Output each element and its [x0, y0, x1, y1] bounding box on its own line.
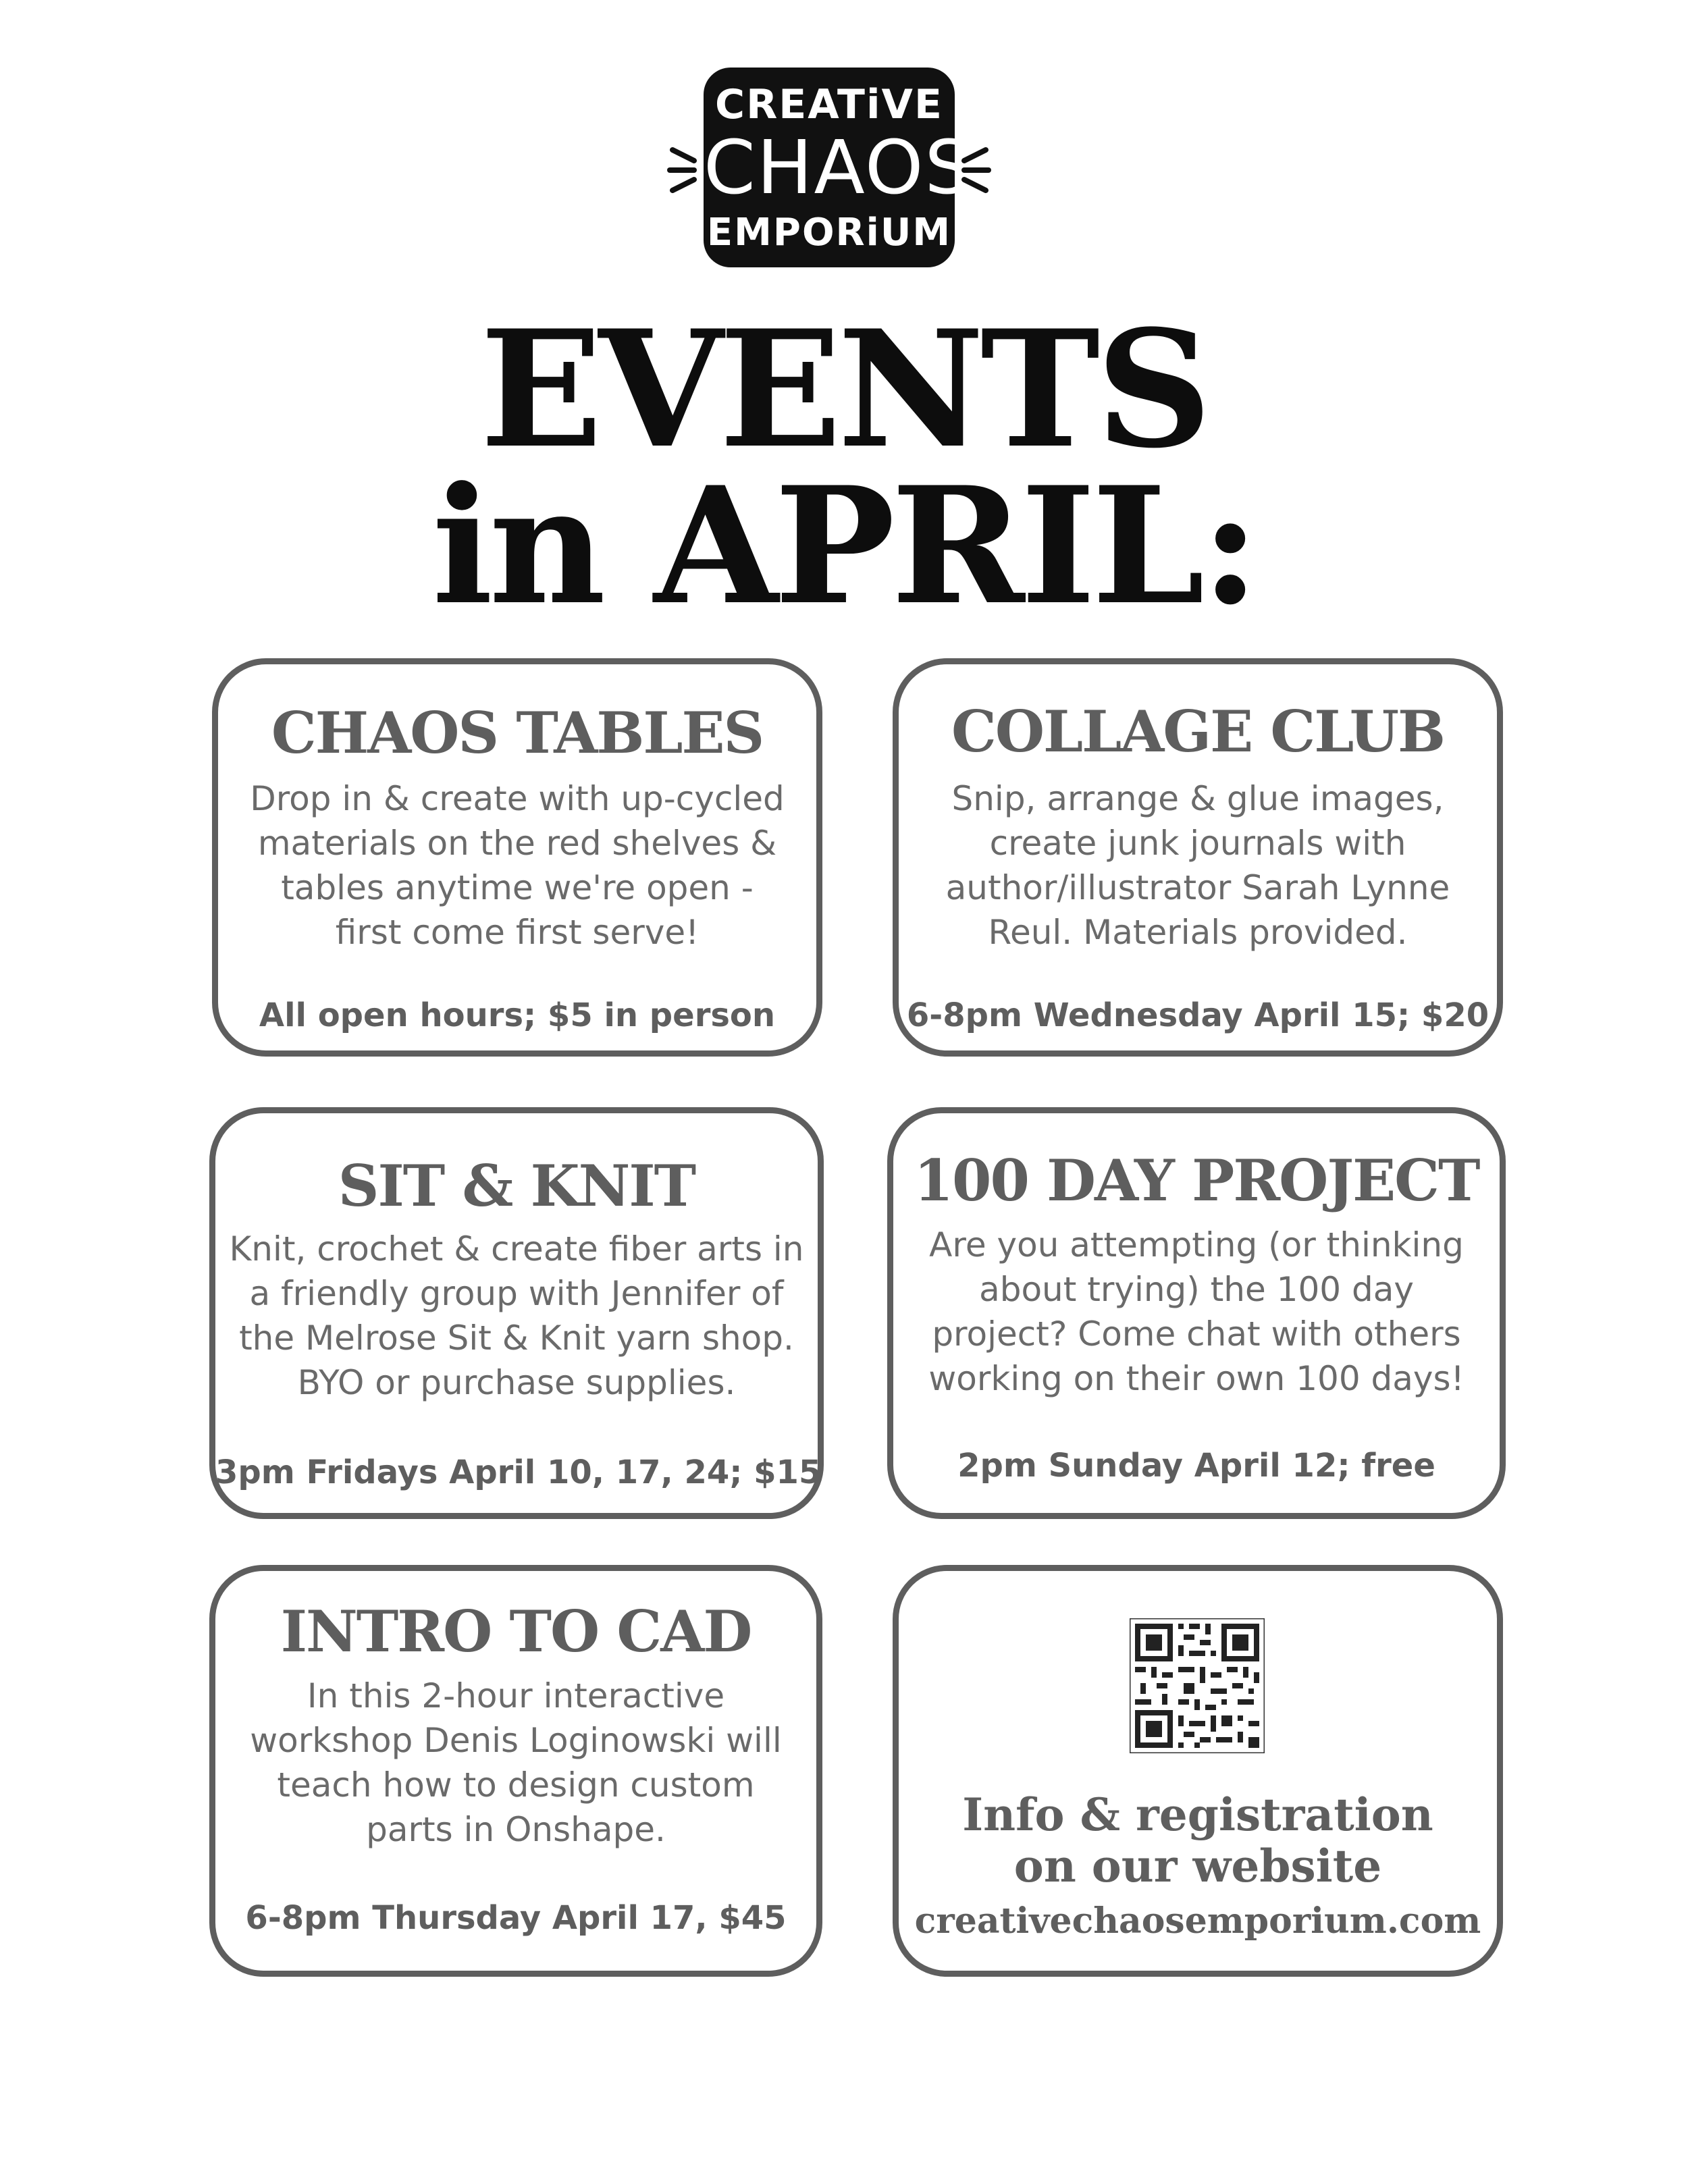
- event-card-sit-and-knit: [209, 1107, 824, 1519]
- headline-events: EVENTS: [480, 296, 1208, 484]
- event-title: SIT & KNIT: [338, 1152, 695, 1219]
- logo-badge: [704, 68, 974, 267]
- logo-text-creative: CREATiVE: [715, 81, 943, 128]
- event-description: Knit, crochet & create fiber arts in a friendly group with Jennifer of the Melrose Sit & Knit yarn shop. BYO or purchase supplies.: [229, 1229, 804, 1402]
- website-link[interactable]: creativechaosemporium.com: [914, 1900, 1481, 1942]
- event-description: In this 2-hour interactive workshop Denis Loginowski will teach how to design custom parts in Onshape.: [250, 1676, 782, 1849]
- event-title: INTRO TO CAD: [280, 1598, 751, 1665]
- logo-text-chaos: CHAOS: [704, 124, 974, 211]
- event-description: Drop in & create with up-cycled materials on the red shelves & tables anytime we're open - first come first serve!: [250, 779, 785, 952]
- event-title: 100 DAY PROJECT: [914, 1147, 1479, 1214]
- event-title: CHAOS TABLES: [271, 699, 764, 766]
- logo-text-emporium: EMPORiUM: [706, 211, 952, 255]
- event-card-100-day-project: [887, 1107, 1506, 1519]
- event-card-intro-to-cad: [209, 1565, 822, 1977]
- info-line-2: on our website: [1013, 1840, 1382, 1892]
- event-schedule: 3pm Fridays April 10, 17, 24; $15: [215, 1454, 822, 1491]
- logo: [667, 68, 991, 270]
- info-line-1: Info & registration: [962, 1788, 1433, 1841]
- event-card-collage-club: [893, 658, 1503, 1057]
- qr-code-icon[interactable]: [1130, 1618, 1265, 1753]
- event-schedule: 6-8pm Wednesday April 15; $20: [906, 996, 1489, 1034]
- event-card-chaos-tables: [212, 658, 822, 1057]
- event-schedule: All open hours; $5 in person: [259, 996, 776, 1034]
- event-schedule: 6-8pm Thursday April 17, $45: [245, 1899, 787, 1937]
- event-description: Snip, arrange & glue images, create junk journals with author/illustrator Sarah Lynne Reul. Materials provided.: [945, 779, 1450, 952]
- event-title: COLLAGE CLUB: [951, 698, 1444, 765]
- sparkle-rays-left-icon: [667, 135, 701, 203]
- event-schedule: 2pm Sunday April 12; free: [957, 1447, 1435, 1485]
- info-card: [893, 1565, 1503, 1977]
- sparkle-rays-right-icon: [957, 135, 991, 203]
- event-description: Are you attempting (or thinking about trying) the 100 day project? Come chat with others working on their own 100 days!: [928, 1225, 1465, 1398]
- headline-in-april: in APRIL:: [431, 452, 1257, 641]
